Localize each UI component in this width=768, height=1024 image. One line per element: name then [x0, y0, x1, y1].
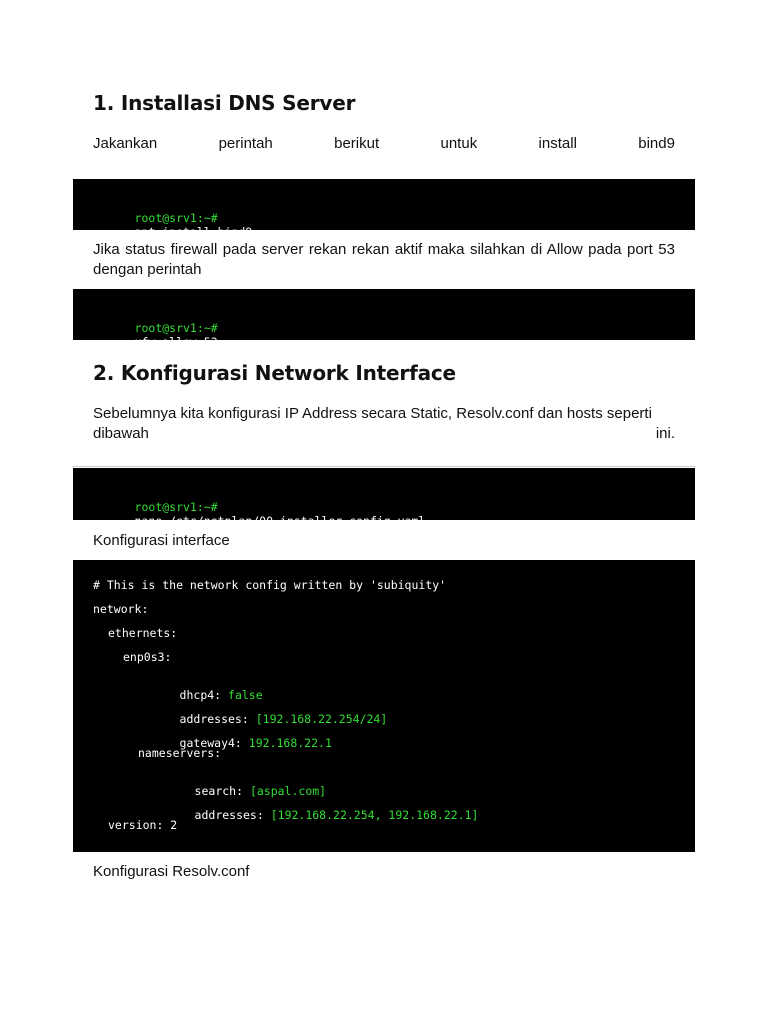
- config-key: addresses:: [194, 808, 271, 822]
- shell-command: apt install bind9: [134, 225, 253, 239]
- shell-prompt: root@srv1:~#: [134, 500, 218, 514]
- intro-word: untuk: [440, 135, 478, 152]
- resolv-label: Konfigurasi Resolv.conf: [93, 863, 250, 880]
- config-key: gateway4:: [179, 736, 249, 750]
- intro-word: perintah: [218, 135, 273, 152]
- intro-word: bind9: [638, 135, 675, 152]
- shell-command: ufw allow 53: [134, 335, 218, 349]
- shell-prompt: root@srv1:~#: [134, 321, 218, 335]
- network-intro: [93, 404, 675, 444]
- config-key: dhcp4:: [179, 688, 229, 702]
- terminal-netplan-config: [73, 560, 695, 852]
- config-interface: enp0s3:: [123, 650, 172, 664]
- config-network: network:: [93, 602, 149, 616]
- interface-label: Konfigurasi interface: [93, 532, 230, 549]
- config-ns-addresses: [153, 794, 478, 836]
- network-intro-line-1: Sebelumnya kita konfigurasi IP Address secara Static, Resolv.conf dan hosts seperti: [93, 405, 652, 422]
- network-intro-left: dibawah: [93, 425, 149, 442]
- config-value: [192.168.22.254/24]: [255, 712, 388, 726]
- intro-word: install: [538, 135, 577, 152]
- intro-word: Jakankan: [93, 135, 158, 152]
- config-value: [192.168.22.254, 192.168.22.1]: [270, 808, 479, 822]
- config-nameservers: nameservers:: [138, 746, 222, 760]
- network-intro-right: ini.: [655, 425, 675, 442]
- config-value: [aspal.com]: [249, 784, 327, 798]
- section-1-heading: 1. Installasi DNS Server: [93, 91, 356, 115]
- firewall-text: Jika status firewall pada server rekan rekan aktif maka silahkan di Allow pada port 53 dengan perintah: [93, 241, 675, 278]
- shell-prompt: root@srv1:~#: [134, 211, 218, 225]
- intro-word: berikut: [334, 135, 380, 152]
- config-value: 192.168.22.1: [248, 736, 332, 750]
- terminal-install-bind9: [73, 179, 695, 239]
- config-version: version: 2: [108, 818, 178, 832]
- divider: [73, 466, 695, 467]
- config-key: search:: [194, 784, 250, 798]
- section-2-heading: 2. Konfigurasi Network Interface: [93, 361, 456, 385]
- config-key: addresses:: [179, 712, 256, 726]
- config-value: false: [228, 688, 263, 702]
- shell-command: nano /etc/netplan/00-installer-config.yaml: [134, 514, 426, 528]
- config-comment: # This is the network config written by 'subiquity': [93, 578, 447, 592]
- terminal-nano-netplan: [73, 468, 695, 528]
- terminal-ufw-allow: [73, 289, 695, 349]
- config-ethernets: ethernets:: [108, 626, 178, 640]
- install-intro: [93, 134, 675, 154]
